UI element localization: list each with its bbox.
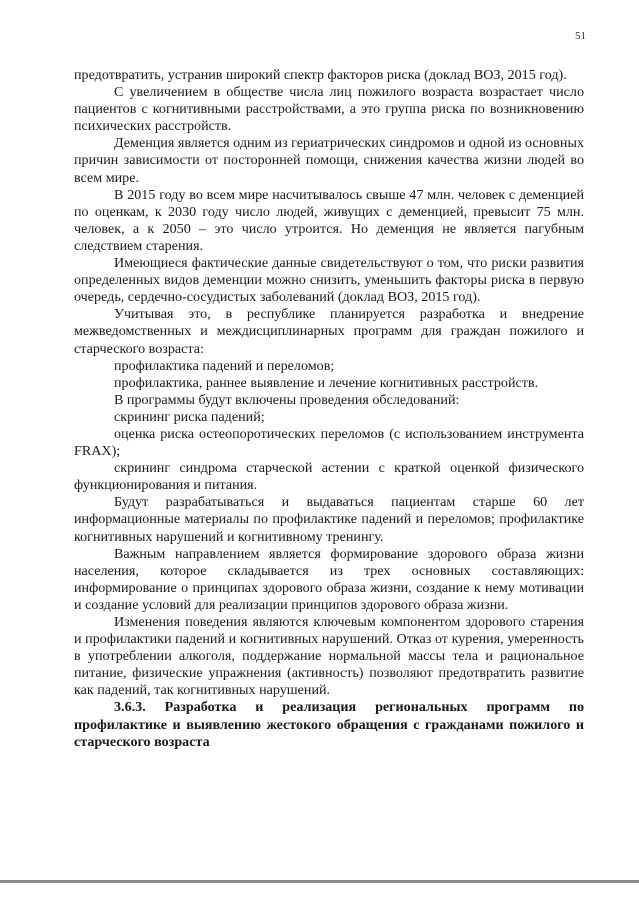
- scan-edge-divider: [0, 880, 639, 883]
- page-number: 51: [575, 30, 586, 42]
- paragraph: предотвратить, устранив широкий спектр факторов риска (доклад ВОЗ, 2015 год).: [74, 67, 567, 83]
- paragraph: Будут разрабатываться и выдаваться пациентам старше 60 лет информационные материалы по профилактике падений и переломов; профилактике когнитивных нарушений и когнитивному тренингу.: [74, 494, 584, 545]
- paragraph: В 2015 году во всем мире насчитывалось свыше 47 млн. человек с деменцией по оценкам, к 2030 году число людей, живущих с деменцией, превысит 75 млн. человек, а к 2050 – это число утроится. Но деменция не является пагубным следствием старения.: [74, 186, 584, 254]
- list-item: скрининг синдрома старческой астении с краткой оценкой физического функционирования и питания.: [74, 460, 584, 494]
- paragraph: Изменения поведения являются ключевым компонентом здорового старения и профилактики падений и когнитивных нарушений. Отказ от курения, умеренность в употреблении алкоголя, поддержание нормальной массы тела и рациональное питание, физические упражнения (активность) позволяют предотвратить развитие как падений, так когнитивных нарушений.: [74, 614, 584, 699]
- paragraph: Важным направлением является формирование здорового образа жизни населения, которое складывается из трех основных составляющих: информирование о принципах здорового образа жизни, создание к нему мотивации и создание условий для реализации принципов здорового образа жизни.: [74, 545, 584, 613]
- paragraph: Имеющиеся фактические данные свидетельствуют о том, что риски развития определенных видов деменции можно снизить, уменьшить факторы риска в первую очередь, сердечно-сосудистых заболеваний (доклад ВОЗ, 2015 год).: [74, 255, 584, 306]
- list-item: профилактика падений и переломов;: [114, 357, 335, 374]
- paragraph: Деменция является одним из гериатрических синдромов и одной из основных причин зависимости от посторонней помощи, снижения качества жизни людей во всем мире.: [74, 135, 584, 186]
- paragraph: В программы будут включены проведения обследований:: [114, 391, 460, 408]
- list-item: оценка риска остеопоротических переломов (с использованием инструмента FRAX);: [74, 425, 584, 460]
- list-item: скрининг риска падений;: [114, 408, 265, 425]
- section-heading: 3.6.3. Разработка и реализация региональных программ по профилактике и выявлению жестокого обращения с гражданами пожилого и старческого возраста: [74, 699, 584, 750]
- paragraph: Учитывая это, в республике планируется разработка и внедрение межведомственных и междисциплинарных программ для граждан пожилого и старческого возраста:: [74, 306, 584, 357]
- document-body: [74, 67, 584, 751]
- paragraph: С увеличением в обществе числа лиц пожилого возраста возрастает число пациентов с когнитивными расстройствами, а это группа риска по возникновению психических расстройств.: [74, 84, 584, 135]
- list-item: профилактика, раннее выявление и лечение когнитивных расстройств.: [114, 374, 539, 391]
